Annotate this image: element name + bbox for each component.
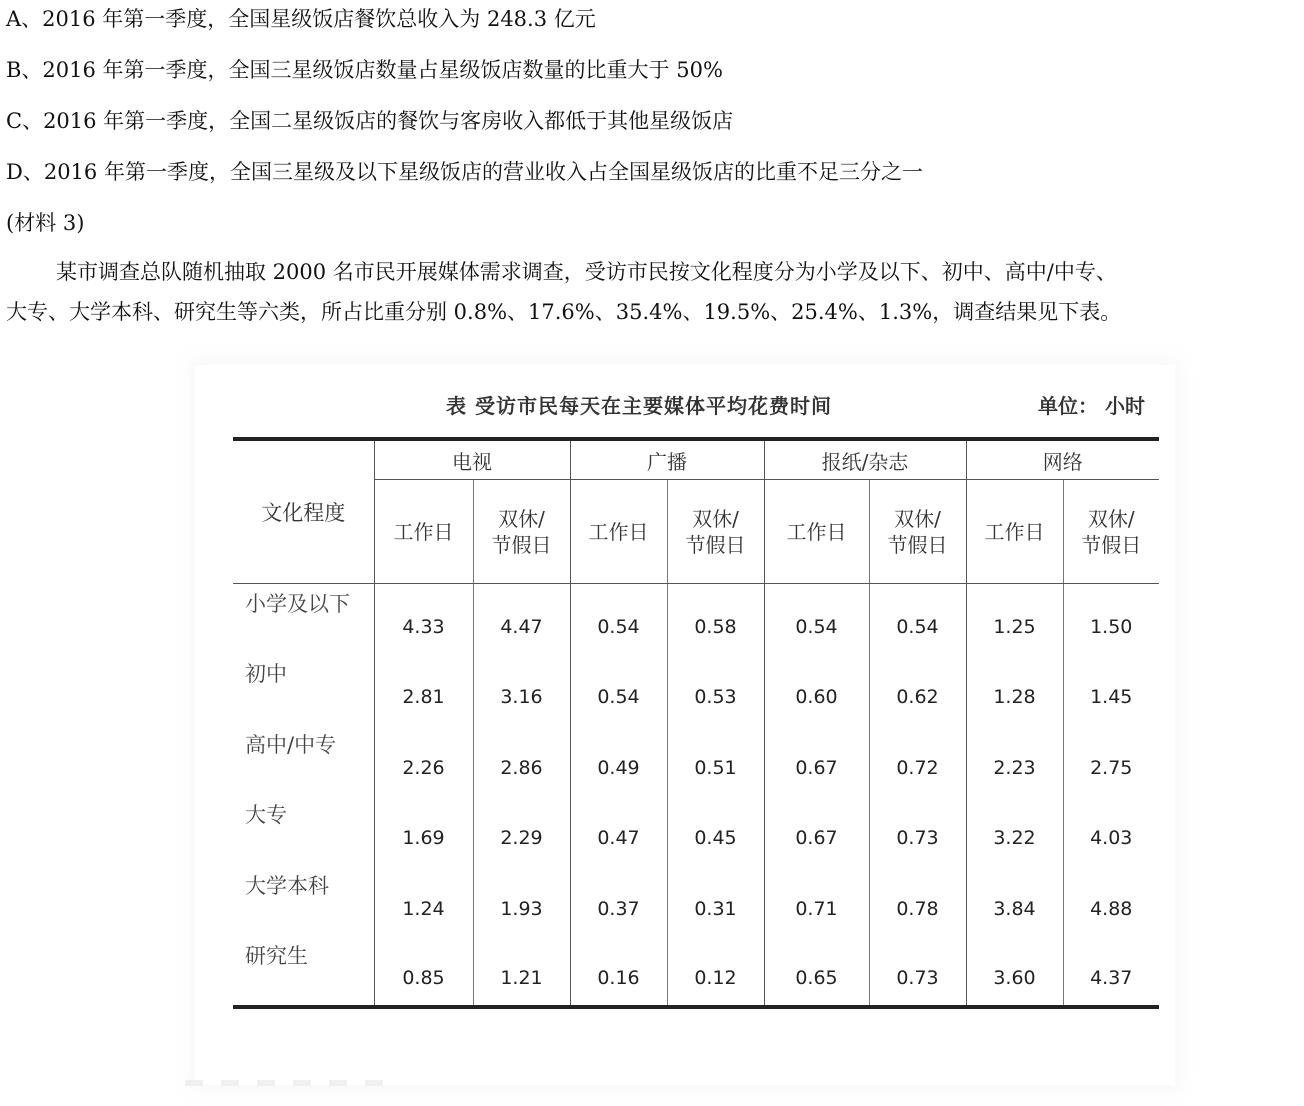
edu-label: 小学及以下	[245, 592, 350, 616]
cell: 2.81	[374, 654, 473, 725]
sub-holiday	[667, 480, 764, 584]
table-unit: 单位： 小时	[1038, 394, 1145, 418]
cell: 0.54	[570, 654, 667, 725]
paragraph-line-2: 大专、大学本科、研究生等六类，所占比重分别 0.8%、17.6%、35.4%、19.5%、25.4%、1.3%，调查结果见下表。	[6, 300, 1122, 324]
sub-header-text: 工作日	[588, 519, 649, 544]
sub-holiday	[869, 480, 966, 584]
cell: 1.45	[1063, 654, 1159, 725]
cell: 1.93	[473, 866, 570, 937]
table-row	[233, 725, 1159, 796]
edu-label: 大专	[245, 803, 287, 827]
sub-holiday	[473, 480, 570, 584]
table-title: 表 受访市民每天在主要媒体平均花费时间	[446, 394, 832, 418]
sub-header-text: 双休/	[1087, 506, 1135, 531]
cell: 2.86	[473, 725, 570, 796]
table-row	[233, 654, 1159, 725]
cell: 2.75	[1063, 725, 1159, 796]
group-header-radio: 广播	[570, 439, 764, 480]
sub-header-text: 工作日	[984, 519, 1045, 544]
paragraph-line-1: 某市调查总队随机抽取 2000 名市民开展媒体需求调查，受访市民按文化程度分为小学及以下、初中、高中/中专、	[56, 260, 1117, 284]
cell: 0.73	[869, 936, 966, 1007]
sub-header-text: 工作日	[786, 519, 847, 544]
cell: 0.16	[570, 936, 667, 1007]
cell: 0.31	[667, 866, 764, 937]
cell: 1.28	[966, 654, 1063, 725]
sub-header-text: 节假日	[491, 532, 552, 557]
edu-label: 高中/中专	[245, 732, 337, 757]
option-a: A、2016 年第一季度，全国星级饭店餐饮总收入为 248.3 亿元	[6, 7, 596, 31]
cell: 0.54	[570, 584, 667, 655]
cell: 4.88	[1063, 866, 1159, 937]
cell: 1.21	[473, 936, 570, 1007]
edu-label: 初中	[245, 662, 287, 686]
sub-workday	[374, 480, 473, 584]
sub-header-text: 节假日	[887, 532, 948, 557]
cell: 0.85	[374, 936, 473, 1007]
cell: 0.71	[764, 866, 869, 937]
edu-label: 研究生	[233, 936, 374, 1007]
cell: 2.23	[966, 725, 1063, 796]
sub-holiday	[1063, 480, 1159, 584]
sub-header-text: 节假日	[685, 532, 746, 557]
material-label: (材料 3)	[6, 211, 85, 235]
cell: 3.84	[966, 866, 1063, 937]
cell: 1.25	[966, 584, 1063, 655]
sub-header-text: 节假日	[1081, 532, 1142, 557]
cell: 0.78	[869, 866, 966, 937]
cell: 0.54	[869, 584, 966, 655]
cell: 0.67	[764, 795, 869, 866]
cell: 4.33	[374, 584, 473, 655]
sub-header-text: 双休/	[692, 506, 739, 531]
cell: 0.12	[667, 936, 764, 1007]
cell: 3.60	[966, 936, 1063, 1007]
media-time-table	[233, 437, 1159, 1009]
row-header: 文化程度	[233, 439, 374, 584]
table-row	[233, 795, 1159, 866]
cell: 3.22	[966, 795, 1063, 866]
cell: 4.47	[473, 584, 570, 655]
cell: 0.49	[570, 725, 667, 796]
cell: 0.65	[764, 936, 869, 1007]
sub-workday	[966, 480, 1063, 584]
table-row	[233, 936, 1159, 1007]
cell: 2.29	[473, 795, 570, 866]
cell: 0.53	[667, 654, 764, 725]
cell: 0.58	[667, 584, 764, 655]
edu-label: 大学本科	[245, 873, 329, 898]
cell: 4.37	[1063, 936, 1159, 1007]
group-header-tv: 电视	[374, 439, 570, 480]
cell: 1.50	[1063, 584, 1159, 655]
option-b: B、2016 年第一季度，全国三星级饭店数量占星级饭店数量的比重大于 50%	[6, 58, 723, 82]
cell: 3.16	[473, 654, 570, 725]
cell: 0.62	[869, 654, 966, 725]
cell: 2.26	[374, 725, 473, 796]
cell: 0.51	[667, 725, 764, 796]
table-row	[233, 866, 1159, 937]
table-row	[233, 584, 1159, 655]
group-header-internet: 网络	[966, 439, 1159, 480]
cell: 1.69	[374, 795, 473, 866]
cell: 0.37	[570, 866, 667, 937]
cell: 0.47	[570, 795, 667, 866]
group-header-press: 报纸/杂志	[764, 439, 966, 480]
cell: 0.54	[764, 584, 869, 655]
cell: 0.60	[764, 654, 869, 725]
cell: 0.67	[764, 725, 869, 796]
option-d: D、2016 年第一季度，全国三星级及以下星级饭店的营业收入占全国星级饭店的比重不足三分之一	[6, 160, 923, 184]
sub-header-text: 双休/	[498, 506, 545, 531]
cell: 0.45	[667, 795, 764, 866]
option-c: C、2016 年第一季度，全国二星级饭店的餐饮与客房收入都低于其他星级饭店	[6, 109, 734, 133]
sub-header-text: 工作日	[393, 519, 454, 544]
sub-workday	[570, 480, 667, 584]
cell: 1.24	[374, 866, 473, 937]
cell: 0.72	[869, 725, 966, 796]
faded-dots-decoration	[185, 1080, 385, 1086]
sub-workday	[764, 480, 869, 584]
cell: 0.73	[869, 795, 966, 866]
sub-header-text: 双休/	[894, 506, 941, 531]
cell: 4.03	[1063, 795, 1159, 866]
